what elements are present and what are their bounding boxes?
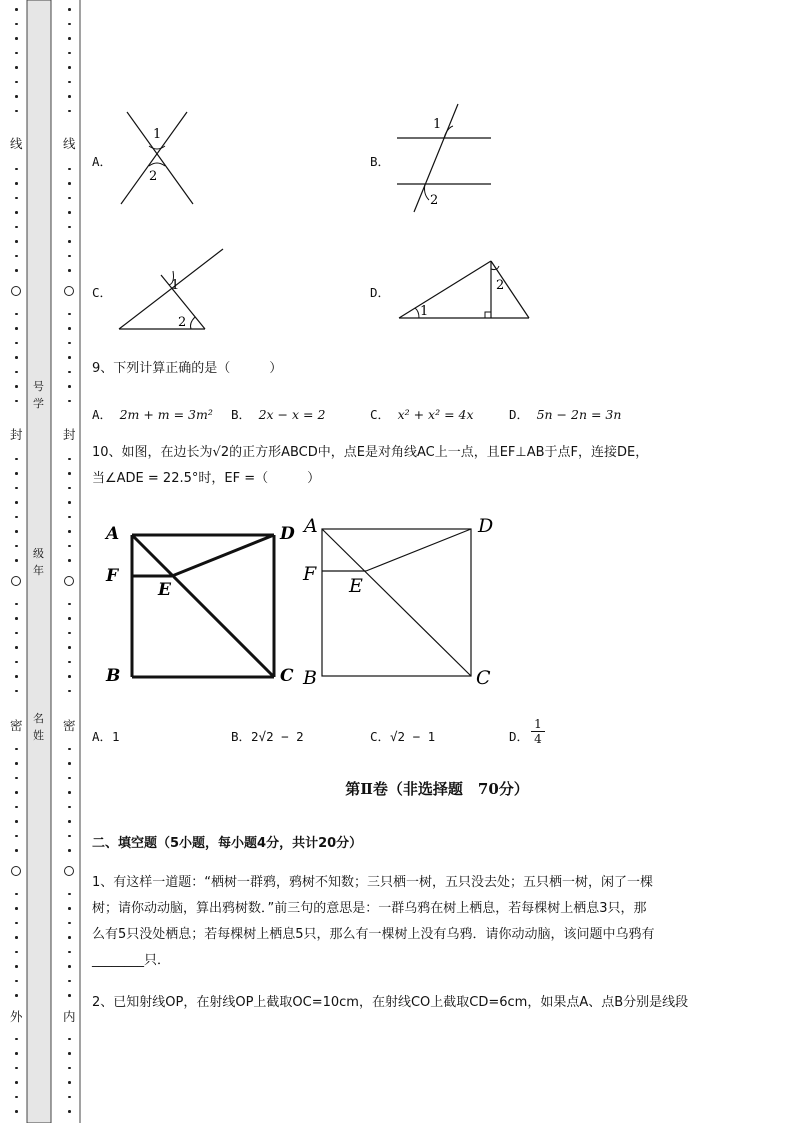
binding-dot [68,168,71,171]
q10-bold-label-c: C [280,666,294,686]
fill1-line3: 么有5只没处栖息；若每棵树上栖息5只，那么有一棵树上没有乌鸦．请你动动脑，该问题中乌鸦有 [92,927,655,942]
binding-dot [15,226,18,229]
binding-dot [15,835,18,838]
binding-dot [15,400,18,403]
binding-dot [15,907,18,910]
q8d-angle2-label: 2 [496,278,505,293]
binding-dot [68,1081,71,1084]
binding-dot [68,965,71,968]
binding-dot [68,1038,71,1041]
binding-dot [15,922,18,925]
binding-dot [68,356,71,359]
binding-dot [68,211,71,214]
binding-dot [68,646,71,649]
field-label-name: 名姓 [33,712,44,742]
fill2-line1: 2、已知射线OP，在射线OP上截取OC=10cm，在射线CO上截取CD=6cm，如果点A、点B分别是线段 [92,995,689,1010]
q10-d-denominator: 4 [534,732,542,746]
binding-dot [15,371,18,374]
binding-dot [68,951,71,954]
q8c-angle1-label: 1 [171,278,180,293]
seal-mark-mi-inner: 密 [63,718,76,733]
binding-dot [68,269,71,272]
binding-dot [15,762,18,765]
q10-figure-bold [100,515,300,690]
binding-dot [15,1110,18,1113]
q9-option-a [92,405,213,423]
q8-option-b-label: B． [370,154,391,169]
binding-dot [15,327,18,330]
binding-dot [68,936,71,939]
binding-dot [15,269,18,272]
binding-dot [15,748,18,751]
binding-dot [68,313,71,316]
binding-dot [15,994,18,997]
q9-d-expr: 5n − 2n = 3n [536,407,622,422]
seal-mark-wai: 外 [10,1009,23,1024]
q10-option-b [231,727,304,745]
binding-circle [64,286,74,296]
fill1-line1: 1、有这样一道题：“栖树一群鸦，鸦树不知数；三只栖一树，五只没去处；五只栖一树，闲了一棵 [92,875,654,890]
binding-dot [15,472,18,475]
binding-dot [15,487,18,490]
binding-dot [15,8,18,11]
binding-dot [15,66,18,69]
q10-option-c [370,727,435,745]
binding-dot [15,313,18,316]
binding-dot [15,110,18,113]
binding-dot [15,1038,18,1041]
q10-b-value: 2√2 − 2 [251,729,304,744]
binding-dot [68,893,71,896]
binding-dot [68,922,71,925]
binding-dot [15,806,18,809]
q8-figure-c-triangle [115,245,225,335]
binding-circle [11,286,21,296]
q10-d-fraction [531,717,545,746]
binding-dot [68,342,71,345]
binding-dot [15,1067,18,1070]
binding-dot [68,661,71,664]
binding-dot [15,211,18,214]
binding-dot [68,1096,71,1099]
q8-figure-b-parallel-lines [395,100,495,215]
binding-dot [68,994,71,997]
q9-c-label: C． [370,407,391,422]
binding-dot [68,182,71,185]
q10-a-label: A． [92,729,113,744]
seal-mark-xian-outer: 线 [10,136,23,151]
q10-thin-label-f: F [303,563,317,585]
q8b-angle1-label: 1 [433,117,442,132]
binding-dot [68,980,71,983]
part-two-heading: 二、填空题（5小题，每小题4分，共计20分） [92,836,363,851]
binding-dot [68,23,71,26]
seal-mark-feng-outer: 封 [10,427,23,442]
binding-dot [68,110,71,113]
q8-figure-a-intersecting-lines [115,108,195,208]
binding-dot [68,52,71,55]
binding-dot [15,820,18,823]
binding-dot [15,52,18,55]
binding-dot [15,356,18,359]
q10-d-numerator: 1 [531,717,545,732]
binding-dot [68,226,71,229]
binding-dot [68,748,71,751]
binding-dot [68,327,71,330]
field-label-student-number: 号学 [33,380,44,410]
binding-dot [15,530,18,533]
q10-option-a [92,727,120,745]
seal-mark-xian-inner: 线 [63,136,76,151]
seal-mark-mi-outer: 密 [10,718,23,733]
q9-option-c [370,405,474,423]
q9-a-expr: 2m + m = 3m² [119,407,213,422]
q10-bold-label-e: E [158,580,171,600]
binding-dot [15,1096,18,1099]
binding-dot [68,472,71,475]
binding-dot [68,632,71,635]
binding-dot [15,385,18,388]
binding-dot [15,1052,18,1055]
binding-circle [64,866,74,876]
q9-b-expr: 2x − x = 2 [258,407,326,422]
binding-dot [15,501,18,504]
binding-dot [15,81,18,84]
q10-thin-label-d: D [478,515,494,537]
seal-mark-feng-inner: 封 [63,427,76,442]
binding-dot [68,81,71,84]
binding-dot [15,965,18,968]
q10-bold-label-d: D [280,524,295,544]
binding-circle [64,576,74,586]
q10-d-label: D． [509,729,530,744]
binding-dot [68,806,71,809]
binding-dot [15,240,18,243]
binding-dot [68,762,71,765]
binding-dot [15,1081,18,1084]
q10-thin-label-b: B [303,667,317,689]
binding-dot [68,1067,71,1070]
binding-dot [15,458,18,461]
binding-circle [11,576,21,586]
binding-dot [15,893,18,896]
q9-a-label: A． [92,407,113,422]
binding-dot [15,168,18,171]
binding-dot [15,95,18,98]
q10-c-label: C． [370,729,391,744]
q9-option-d [509,405,621,423]
q10-thin-label-a: A [304,515,318,537]
binding-dot [68,1110,71,1113]
field-label-grade: 级年 [33,547,44,577]
q10-thin-label-c: C [476,667,491,689]
binding-dot [15,23,18,26]
binding-dot [15,980,18,983]
q8a-angle1-label: 1 [153,127,162,142]
binding-dot [68,835,71,838]
q10-stem-line1: 10、如图，在边长为√2的正方形ABCD中，点E是对角线AC上一点，且EF⊥AB于点F，连接DE， [92,445,649,460]
binding-dot [68,559,71,562]
q10-option-d [509,727,529,745]
binding-dot [68,1052,71,1055]
binding-dot [68,400,71,403]
binding-dot [68,8,71,11]
binding-dot [15,182,18,185]
binding-strip [0,0,90,1123]
binding-dot [15,255,18,258]
binding-dot [68,197,71,200]
q10-a-value: 1 [112,729,120,744]
q10-bold-label-f: F [106,566,119,586]
binding-dot [15,603,18,606]
binding-dot [68,371,71,374]
q10-c-value: √2 − 1 [390,729,436,744]
binding-circle [11,866,21,876]
binding-dot [68,95,71,98]
q10-figure-thin [300,512,505,690]
binding-margin [0,0,90,1123]
binding-dot [68,675,71,678]
binding-dot [15,617,18,620]
binding-dot [68,820,71,823]
binding-dot [68,907,71,910]
q10-thin-label-e: E [349,575,363,597]
binding-dot [15,559,18,562]
binding-dot [68,603,71,606]
q8-option-c-label: C． [92,285,113,300]
q8-option-d-label: D． [370,285,391,300]
binding-dot [68,617,71,620]
q8d-angle1-label: 1 [420,304,429,319]
q10-bold-label-b: B [106,666,121,686]
q8-option-a-label: A． [92,154,113,169]
fill1-line2: 树；请你动动脑，算出鸦树数．”前三句的意思是：一群乌鸦在树上栖息，若每棵树上栖息3只，那 [92,901,647,916]
q8-figure-d-right-triangle [395,255,535,325]
q8c-angle2-label: 2 [178,315,187,330]
binding-dot [68,690,71,693]
binding-dot [15,545,18,548]
seal-mark-nei: 内 [63,1009,76,1024]
binding-dot [15,690,18,693]
section-ii-title: 第Ⅱ卷（非选择题 70分） [345,780,529,798]
binding-dot [15,516,18,519]
binding-dot [68,66,71,69]
binding-dot [68,37,71,40]
q9-option-b [231,405,325,423]
binding-dot [15,951,18,954]
fill1-line4: ________只． [92,953,171,968]
binding-dot [68,240,71,243]
binding-dot [68,545,71,548]
binding-dot [15,646,18,649]
q10-bold-label-a: A [106,524,120,544]
q10-b-label: B． [231,729,252,744]
binding-dot [15,936,18,939]
binding-dot [68,501,71,504]
q8a-angle2-label: 2 [149,169,158,184]
binding-dot [68,385,71,388]
q9-d-label: D． [509,407,530,422]
binding-dot [15,197,18,200]
binding-dot [15,675,18,678]
q9-b-label: B． [231,407,252,422]
binding-dot [15,661,18,664]
q10-stem-line2: 当∠ADE = 22.5°时，EF =（ ） [92,471,321,486]
binding-dot [15,849,18,852]
binding-dot [15,37,18,40]
binding-dot [15,342,18,345]
binding-dot [15,632,18,635]
q9-stem: 9、下列计算正确的是（ ） [92,361,283,376]
q9-c-expr: x² + x² = 4x [397,407,474,422]
binding-dot [68,458,71,461]
binding-dot [68,516,71,519]
binding-dot [68,487,71,490]
binding-dot [68,849,71,852]
q8b-angle2-label: 2 [430,193,439,208]
binding-dot [68,255,71,258]
binding-dot [68,530,71,533]
